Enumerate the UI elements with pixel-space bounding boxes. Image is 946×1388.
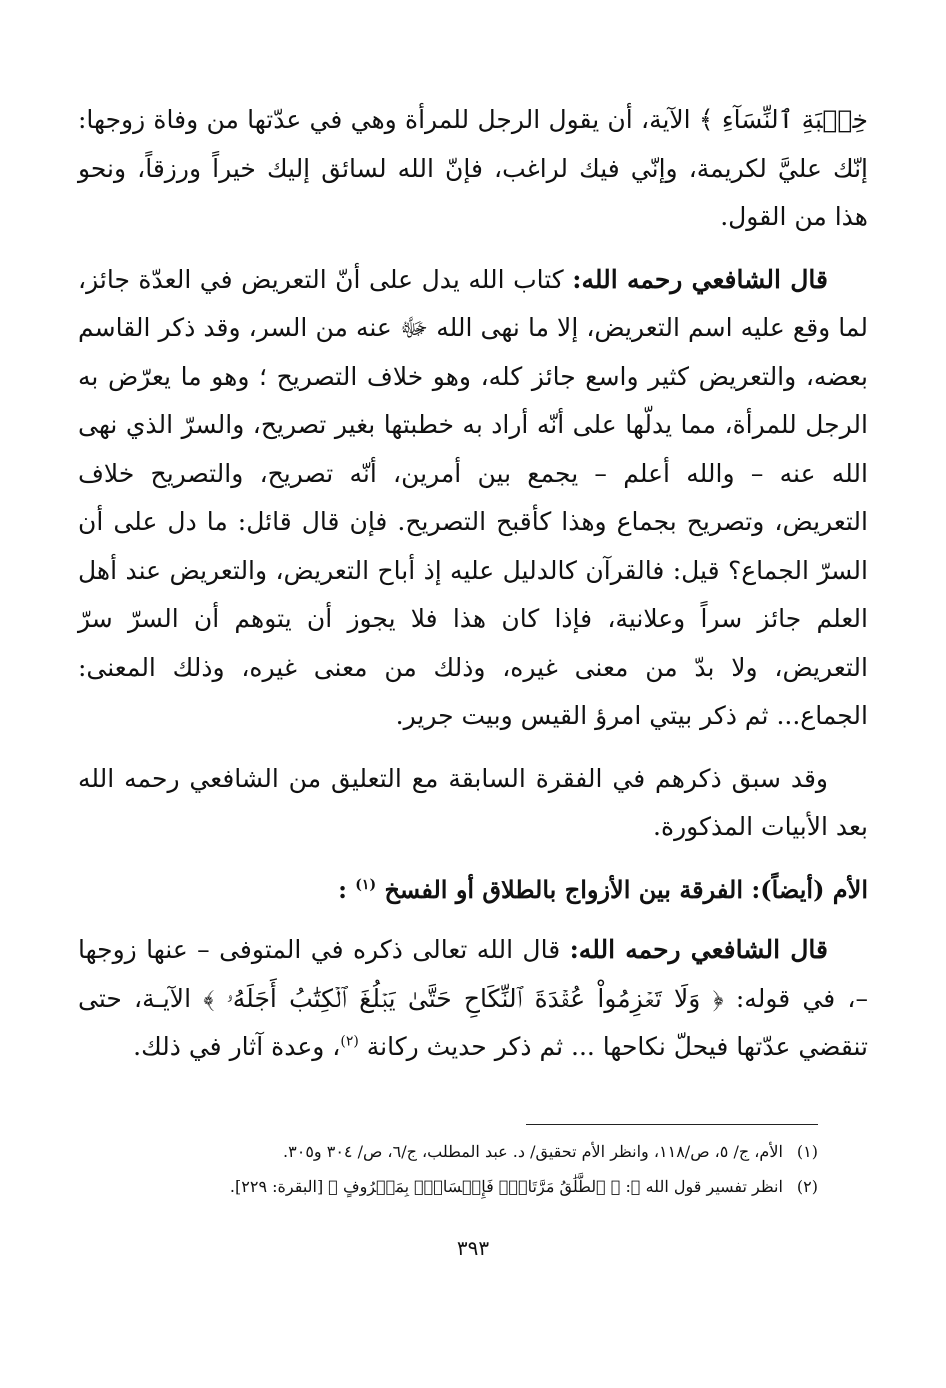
paragraph-text-end: ، وعدة آثار في ذلك. [133,1032,341,1061]
footnote-2 [110,1169,818,1204]
paragraph-previous-mention: وقد سبق ذكرهم في الفقرة السابقة مع التعليق من الشافعي رحمه الله بعد الأبيات المذكورة. [78,763,868,841]
footnote-text: انظر تفسير قول الله ﷻ: ﴿ ٱلطَّلَٰقُ مَرَّتَانِۖ فَإِمۡسَاكُۢ بِمَعۡرُوفٍ ﴾ [البقرة: ٢٢٩]. [229,1177,783,1196]
speaker-lead: قال الشافعي رحمه الله: [569,935,828,964]
footnote-number: (١) [796,1142,818,1161]
footnote-text: الأم، ج/ ٥، ص/١١٨، وانظر الأم تحقيق/ د. عبد المطلب، ج/٦، ص/ ٣٠٤ و٣٠٥. [283,1142,783,1161]
footnotes [110,1134,818,1204]
footnote-number: (٢) [796,1177,818,1196]
section-heading [78,866,868,915]
footnote-1 [110,1134,818,1169]
paragraph-text: كتاب الله يدل على أنّ التعريض في العدّة جائز، لما وقع عليه اسم التعريض، إلا ما نهى الله ﷻ عنه من السر، وقد ذكر القاسم بعضه، والتعريض كثير واسع جائز كله، وهو خلاف التصريح ؛ وهو ما يعرّض به الرجل للمرأة، مما يدلّها على أنّه أراد به خطبتها بغير تصريح، والسرّ الذي نهى الله عنه – والله أعلم – يجمع بين أمرين، أنّه تصريح، والتصريح خلاف التعريض، وتصريح بجماع وهذا كأقبح التصريح. فإن قال قائل: ما دل على أن السرّ الجماع؟ قيل: فالقرآن كالدليل عليه إذ أباح التعريض، والتعريض عند أهل العلم جائز سراً وعلانية، فإذا كان هذا فلا يجوز أن يتوهم أن السرّ سرّ التعريض، ولا بدّ من معنى غيره، وذلك من معنى غيره، وذلك المعنى: الجماع... ثم ذكر بيتي امرؤ القيس وبيت جرير. [78,264,868,730]
main-text [78,96,868,1086]
footnote-ref-2[interactable]: (٢) [340,1033,359,1050]
paragraph-shafii-taarid [78,256,868,741]
page-number: ٣٩٣ [456,1236,490,1260]
speaker-lead: قال الشافعي رحمه الله: [572,264,829,294]
footnote-ref-1[interactable]: (١) [355,876,377,893]
paragraph-text: قال الله تعالى ذكره في المتوفى – عنها زوجها –، في قوله: ﴿ وَلَا تَعۡزِمُواْ عُقۡدَةَ ٱلنِّكَاحِ حَتَّىٰ يَبۡلُغَ ٱلۡكِتَٰبُ أَجَلَهُۥ ﴾ الآيـة، حتى تنقضي عدّتها فيحلّ نكاحها ... ثم ذكر حديث ركانة [78,935,868,1061]
paragraph-continuation: خِطۡبَةِ ٱلنِّسَآءِ ﴾ الآية، أن يقول الرجل للمرأة وهي في عدّتها من وفاة زوجها: إنّك عليَّ لكريمة، وإنّي فيك لراغب، فإنّ الله لسائق إليك خيراً ورزقاً، ونحو هذا من القول. [78,105,868,231]
paragraph-shafii-idda [78,926,868,1072]
heading-colon: : [338,874,356,904]
heading-text: الأم (أيضاً): الفرقة بين الأزواج بالطلاق أو الفسخ [384,874,868,904]
footnote-separator [526,1124,818,1125]
